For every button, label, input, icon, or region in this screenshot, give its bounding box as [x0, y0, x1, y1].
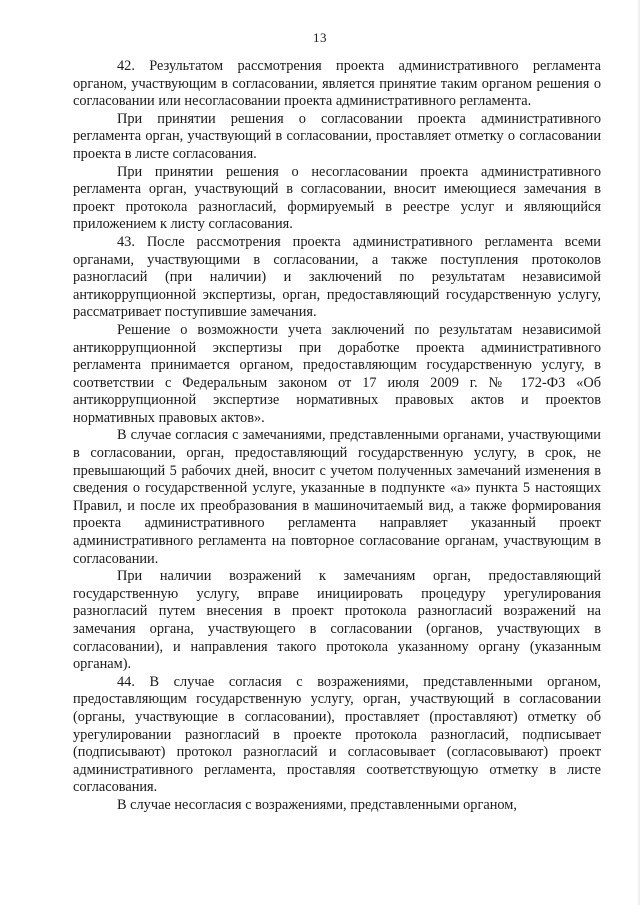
paragraph-anticorruption-decision: Решение о возможности учета заключений по результатам независимой антикоррупционной экспертизы при доработке проекта административного регламента принимается органом, предоставляющим государственную услугу, в соответствии с Федеральным законом от 17 июля 2009 г. № 172-ФЗ «Об антикоррупционной экспертизе нормативных правовых актов и проектов нормативных правовых актов».	[73, 321, 601, 426]
paragraph-44: 44. В случае согласия с возражениями, представленными органом, предоставляющим государственную услугу, орган, участвующий в согласовании (органы, участвующие в согласовании), проставляет (проставляют) отметку об урегулировании разногласий в проекте протокола разногласий, подписывает (подписывают) протокол разногласий и согласовывает (согласовывают) проект административного регламента, проставляя соответствующую отметку в листе согласования.	[73, 673, 601, 796]
paragraph-43: 43. После рассмотрения проекта административного регламента всеми органами, участвующими в согласовании, а также поступления протоколов разногласий (при наличии) и заключений по результатам независимой антикоррупционной экспертизы, орган, предоставляющий государственную услугу, рассматривает поступившие замечания.	[73, 233, 601, 321]
paragraph-approval: При принятии решения о согласовании проекта административного регламента орган, участвующий в согласовании, проставляет отметку о согласовании проекта в листе согласования.	[73, 110, 601, 162]
paragraph-agreement-with-remarks: В случае согласия с замечаниями, представленными органами, участвующими в согласовании, орган, предоставляющий государственную услугу, в срок, не превышающий 5 рабочих дней, вносит с учетом полученных замечаний изменения в сведения о государственной услуге, указанные в подпункте «а» пункта 5 настоящих Правил, и после их преобразования в машиночитаемый вид, а также формирования проекта административного регламента направляет указанный проект административного регламента на повторное согласование органам, участвующим в согласовании.	[73, 427, 601, 567]
document-body	[73, 58, 601, 815]
paragraph-disapproval: При принятии решения о несогласовании проекта административного регламента орган, участвующий в согласовании, вносит имеющиеся замечания в проект протокола разногласий, формируемый в реестре услуг и являющийся приложением к листу согласования.	[73, 163, 601, 233]
paragraph-objections: При наличии возражений к замечаниям орган, предоставляющий государственную услугу, вправе инициировать процедуру урегулирования разногласий путем внесения в проект протокола разногласий возражений на замечания органа, участвующего в согласовании (органов, участвующих в согласовании), и направления такого протокола указанному органу (указанным органам).	[73, 568, 601, 673]
page-number: 13	[313, 30, 327, 45]
paragraph-42: 42. Результатом рассмотрения проекта административного регламента органом, участвующим в согласовании, является принятие таким органом решения о согласовании или несогласовании проекта административного регламента.	[73, 58, 601, 110]
paragraph-disagreement: В случае несогласия с возражениями, представленными органом,	[117, 796, 517, 813]
